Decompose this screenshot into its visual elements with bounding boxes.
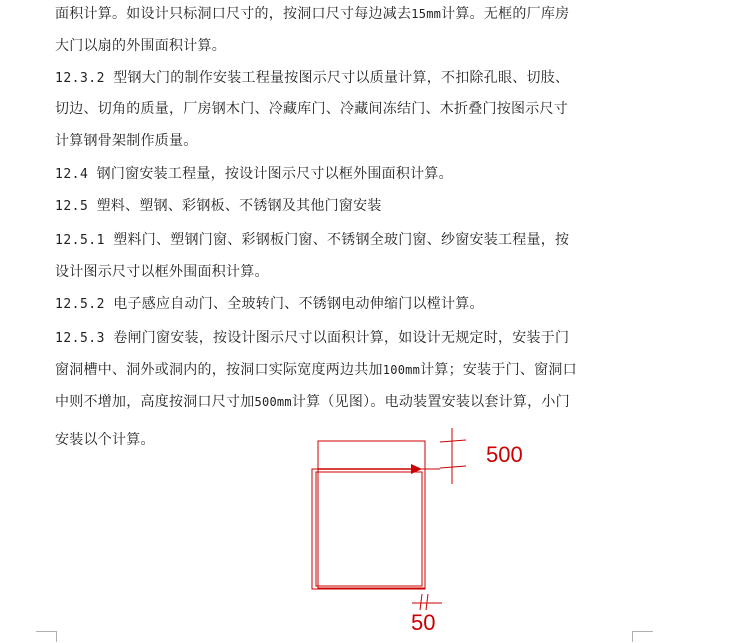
text-span: 15mm <box>411 7 442 21</box>
text-span: 100mm <box>382 363 421 377</box>
section-number: 12.5 <box>55 199 97 214</box>
text-span: 计算钢骨架制作质量。 <box>55 133 198 149</box>
width-label-50: 50 <box>411 610 436 635</box>
section-number: 12.5.3 <box>55 331 114 346</box>
text-span: 电子感应自动门、全玻转门、不锈钢电动伸缩门以樘计算。 <box>113 296 484 312</box>
text-span: 塑料门、塑钢门窗、彩钢板门窗、不锈钢全玻门窗、纱窗安装工程量，按 <box>113 232 570 248</box>
text-span: 型钢大门的制作安装工程量按图示尺寸以质量计算，不扣除孔眼、切肢、 <box>113 70 570 86</box>
section-number: 12.5.1 <box>55 233 114 248</box>
dimension-tick-top-1 <box>440 440 466 442</box>
text-span: 中则不增加，高度按洞口尺寸加 <box>55 394 255 410</box>
text-span: 安装以个计算。 <box>55 432 155 448</box>
text-span: 计算；安装于门、窗洞口 <box>420 362 577 378</box>
text-span: 钢门窗安装工程量，按设计图示尺寸以框外围面积计算。 <box>96 166 453 182</box>
text-span: 大门以扇的外围面积计算。 <box>55 38 226 54</box>
text-span: 计算。无框的厂库房 <box>441 6 570 22</box>
text-span: 卷闸门窗安装，按设计图示尺寸以面积计算，如设计无规定时，安装于门 <box>113 330 570 346</box>
text-span: 500mm <box>254 395 292 409</box>
door-frame-outer <box>312 469 425 589</box>
text-span: 窗洞槽中、洞外或洞内的，按洞口实际宽度两边共加 <box>55 362 383 378</box>
text-span: 计算（见图）。电动装置安装以套计算，小门 <box>291 394 570 410</box>
text-span: 面积计算。如设计只标洞口尺寸的，按洞口尺寸每边减去 <box>55 6 412 22</box>
page-corner-left <box>36 631 57 642</box>
height-label-500: 500 <box>486 442 523 467</box>
page-corner-right <box>632 631 653 642</box>
text-span: 塑料、塑钢、彩钢板、不锈钢及其他门窗安装 <box>96 198 382 214</box>
dimension-tick-top-2 <box>440 466 466 468</box>
section-number: 12.3.2 <box>55 71 114 86</box>
door-frame-inner <box>316 472 422 586</box>
text-span: 设计图示尺寸以框外围面积计算。 <box>55 264 269 280</box>
dimension-tick-bottom-2 <box>426 594 428 610</box>
height-extension-rect <box>318 441 425 588</box>
section-number: 12.5.2 <box>55 297 114 312</box>
section-number: 12.4 <box>55 167 97 182</box>
text-span: 切边、切角的质量，厂房钢木门、冷藏库门、冷藏间冻结门、木折叠门按图示尺寸 <box>55 101 568 117</box>
dimension-tick-bottom-1 <box>420 594 422 610</box>
